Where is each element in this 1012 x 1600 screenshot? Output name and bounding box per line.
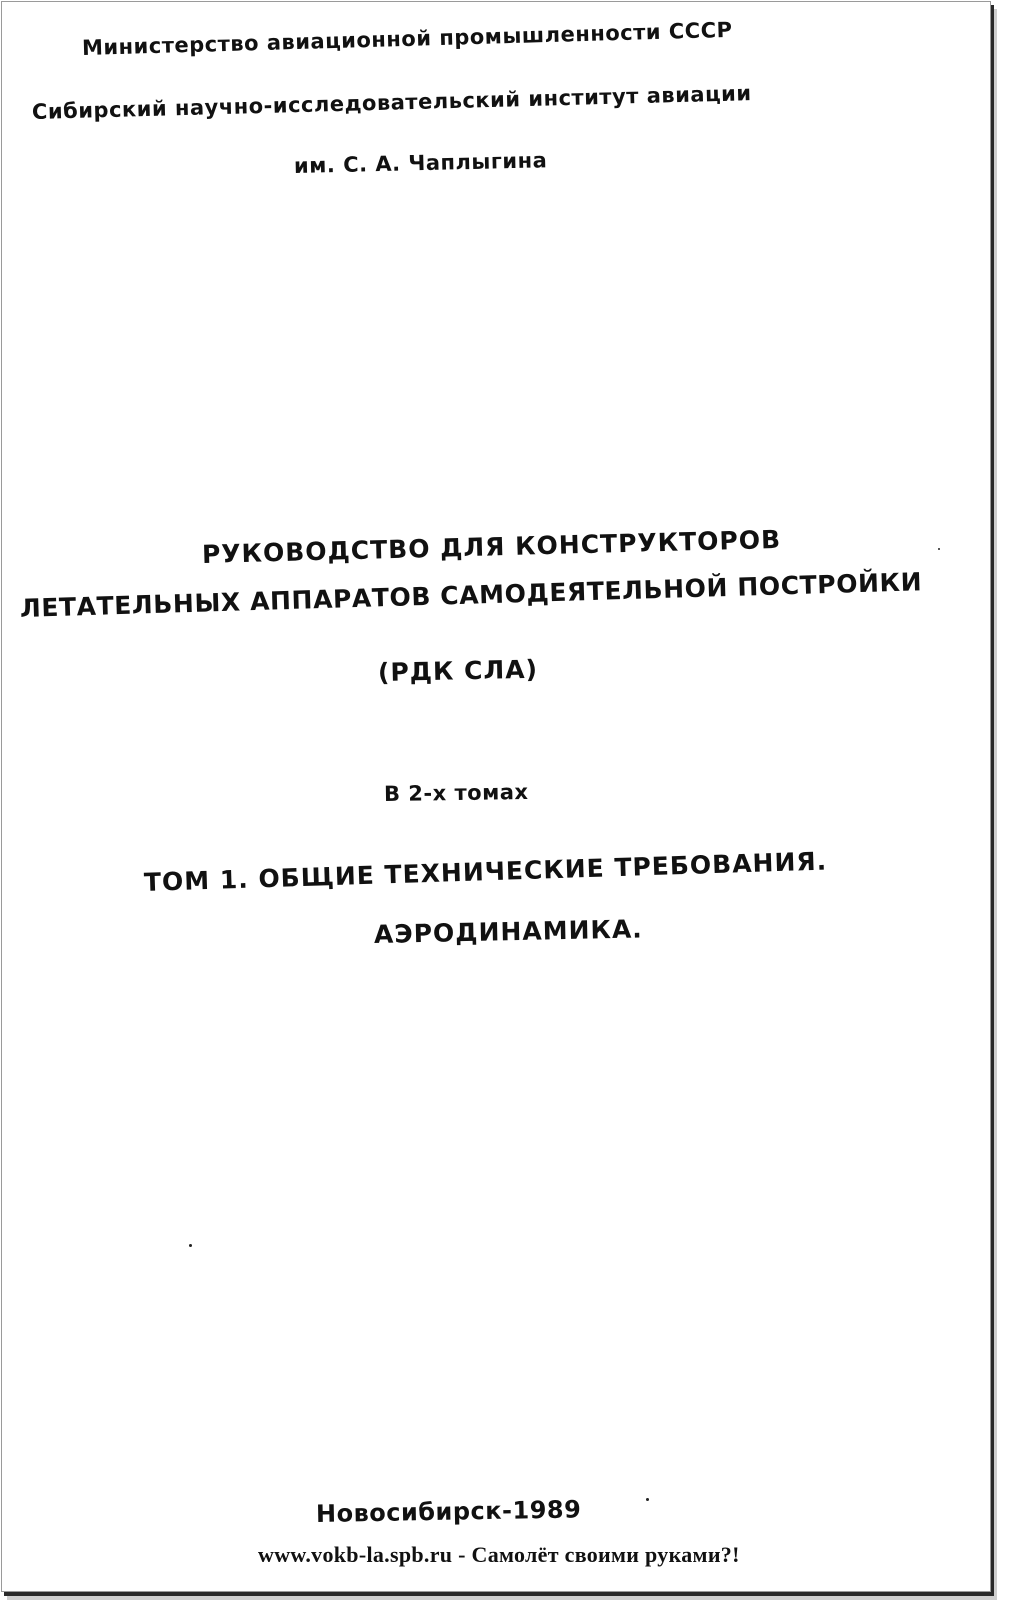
scan-speck (646, 1498, 649, 1501)
scan-speck (189, 1244, 192, 1247)
named-after-line: им. С. А. Чаплыгина (293, 148, 548, 178)
ministry-line: Министерство авиационной промышленности СССР (81, 17, 733, 60)
website-footer: www.vokb-la.spb.ru - Самолёт своими руками?! (258, 1542, 740, 1567)
title-abbreviation: (РДК СЛА) (377, 654, 539, 687)
title-line-2: ЛЕТАТЕЛЬНЫХ АППАРАТОВ САМОДЕЯТЕЛЬНОЙ ПОСТРОЙКИ (19, 567, 923, 623)
city-year: Новосибирск-1989 (315, 1495, 582, 1528)
title-line-1: РУКОВОДСТВО ДЛЯ КОНСТРУКТОРОВ (201, 524, 782, 569)
volumes-note: В 2-х томах (383, 779, 529, 806)
volume-title-line-2: АЭРОДИНАМИКА. (373, 914, 644, 949)
institute-line: Сибирский научно-исследовательский институт авиации (31, 81, 752, 124)
scan-speck (938, 548, 940, 550)
volume-title-line-1: ТОМ 1. ОБЩИЕ ТЕХНИЧЕСКИЕ ТРЕБОВАНИЯ. (143, 846, 828, 897)
